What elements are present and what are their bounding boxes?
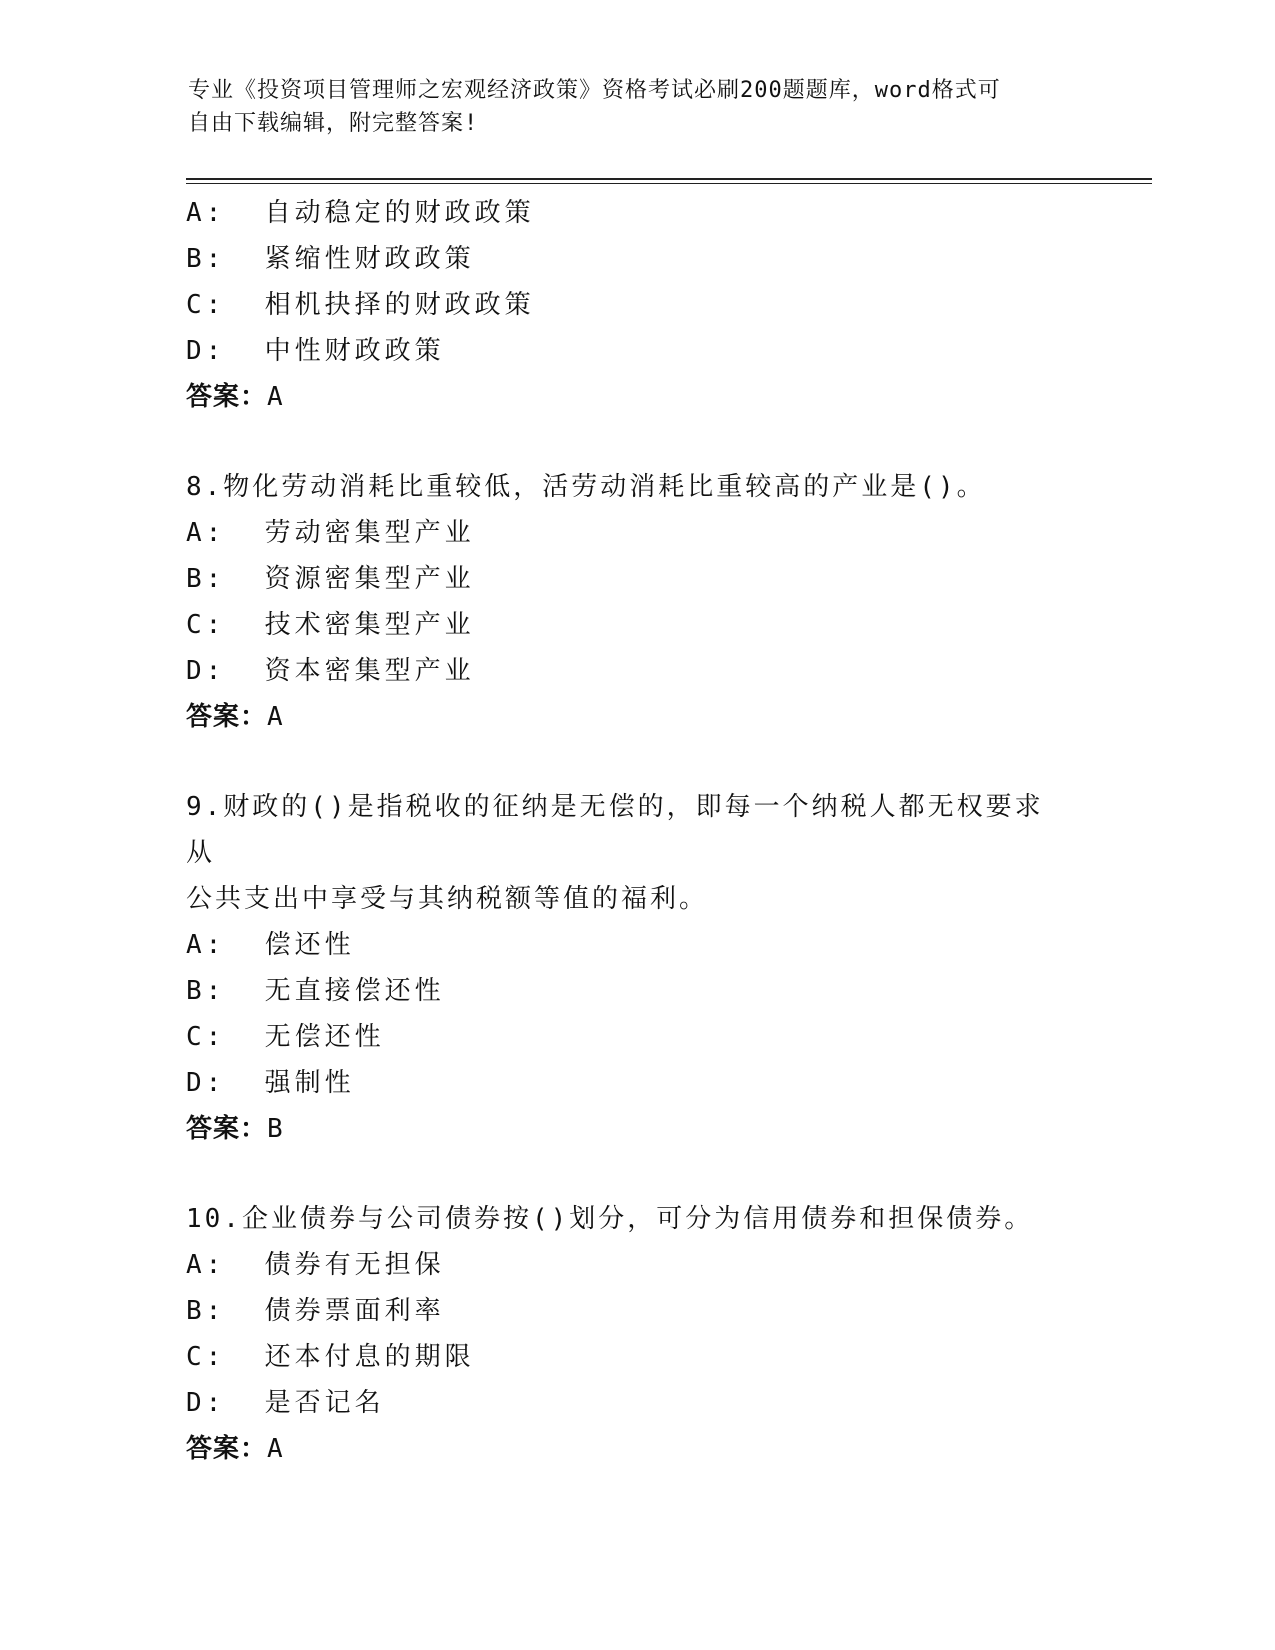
answer-label: 答案：	[186, 382, 268, 412]
header-divider-thin	[186, 183, 1152, 184]
header-divider-thick	[186, 178, 1152, 180]
answer-line	[186, 1106, 1086, 1152]
question-7-block	[186, 190, 1086, 420]
question-text: 10.企业债券与公司债券按()划分，可分为信用债券和担保债券。	[186, 1204, 1034, 1234]
header-line-2: 自由下载编辑，附完整答案!	[188, 111, 479, 136]
answer-label: 答案：	[186, 702, 268, 732]
question-text: 8.物化劳动消耗比重较低，活劳动消耗比重较高的产业是()。	[186, 472, 986, 502]
option-d: D: 强制性	[186, 1068, 355, 1098]
question-content	[186, 190, 1086, 1472]
spacer	[186, 420, 1086, 464]
header-line-1: 专业《投资项目管理师之宏观经济政策》资格考试必刷200题题库，word格式可	[188, 78, 1001, 103]
answer-line	[186, 694, 1086, 740]
option-d: D: 资本密集型产业	[186, 656, 475, 686]
option-b: B: 无直接偿还性	[186, 976, 445, 1006]
question-9-block	[186, 784, 1086, 1152]
question-10-block	[186, 1196, 1086, 1472]
option-d: D: 是否记名	[186, 1388, 385, 1418]
answer-line	[186, 374, 1086, 420]
spacer	[186, 740, 1086, 784]
option-c: C: 相机抉择的财政政策	[186, 290, 535, 320]
answer-label: 答案：	[186, 1114, 268, 1144]
option-c: C: 技术密集型产业	[186, 610, 475, 640]
option-b: B: 紧缩性财政政策	[186, 244, 475, 274]
question-8-block	[186, 464, 1086, 740]
answer-line	[186, 1426, 1086, 1472]
document-header	[188, 74, 1068, 140]
option-a: A: 自动稳定的财政政策	[186, 198, 535, 228]
question-text-line-2: 公共支出中享受与其纳税额等值的福利。	[186, 884, 709, 914]
option-a: A: 劳动密集型产业	[186, 518, 475, 548]
spacer	[186, 1152, 1086, 1196]
option-c: C: 无偿还性	[186, 1022, 385, 1052]
answer-value: B	[267, 1114, 284, 1144]
option-c: C: 还本付息的期限	[186, 1342, 475, 1372]
option-a: A: 偿还性	[186, 930, 355, 960]
question-text-line-1: 9.财政的()是指税收的征纳是无偿的，即每一个纳税人都无权要求从	[186, 792, 1044, 868]
option-a: A: 债券有无担保	[186, 1250, 445, 1280]
option-b: B: 资源密集型产业	[186, 564, 475, 594]
option-b: B: 债券票面利率	[186, 1296, 445, 1326]
option-d: D: 中性财政政策	[186, 336, 445, 366]
answer-value: A	[267, 1434, 284, 1464]
answer-label: 答案：	[186, 1434, 268, 1464]
answer-value: A	[267, 702, 284, 732]
answer-value: A	[267, 382, 284, 412]
